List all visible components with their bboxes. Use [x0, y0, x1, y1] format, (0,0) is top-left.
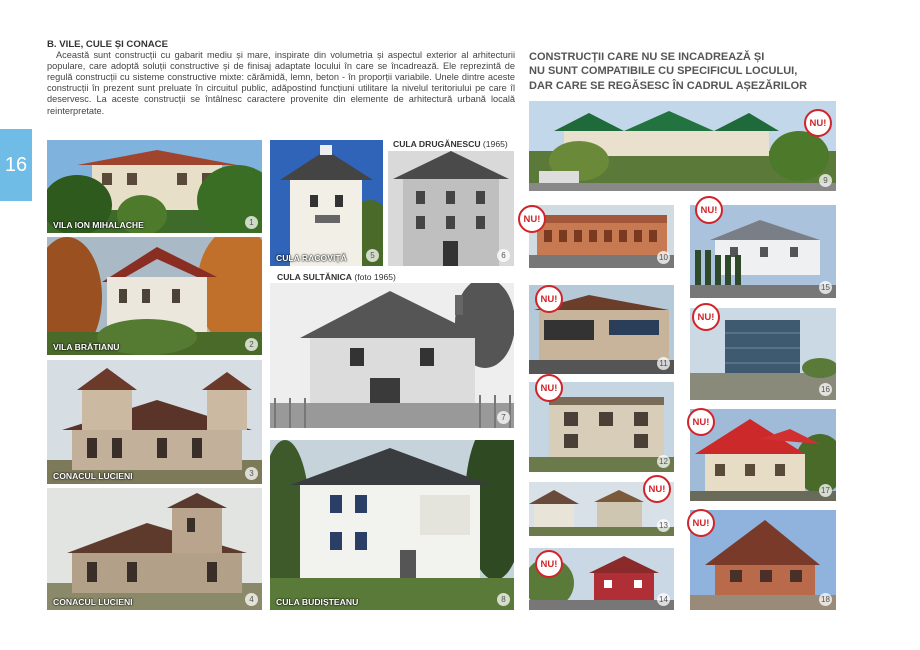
photo-number: 12: [657, 455, 670, 468]
nu-badge: NU!: [643, 475, 671, 503]
nu-badge: NU!: [692, 303, 720, 331]
nu-badge: NU!: [535, 374, 563, 402]
photo-cula-racovita: [270, 140, 383, 266]
nu-badge: NU!: [687, 408, 715, 436]
incompatible-heading: [529, 50, 829, 93]
photo-cula-budisteanu: [270, 440, 514, 610]
nu-badge: NU!: [518, 205, 546, 233]
nu-badge: NU!: [695, 196, 723, 224]
photo-vila-bratianu: [47, 237, 262, 355]
photo-number: 4: [245, 593, 258, 606]
photo-number: 9: [819, 174, 832, 187]
photo-cula-sultanica: [270, 283, 514, 428]
photo-caption: CULA BUDIȘTEANU: [276, 597, 359, 607]
photo-number: 16: [819, 383, 832, 396]
photo-number: 8: [497, 593, 510, 606]
photo-number: 2: [245, 338, 258, 351]
photo-incompatible-10: [529, 205, 674, 268]
photo-conacul-lucieni-1: [47, 360, 262, 484]
photo-caption: VILA BRĂTIANU: [53, 342, 120, 352]
page-number-tab: [0, 129, 32, 201]
photo-caption: CONACUL LUCIENI: [53, 471, 133, 481]
photo-number: 13: [657, 519, 670, 532]
nu-badge: NU!: [535, 285, 563, 313]
section-paragraph: Această sunt construcții cu gabarit mediu și mare, inspirate din volumetria și aspectul exterior al arhitecturii populare, care adoptă soluții constructive și de finisaj adaptate locului în care se încadrează. Ele reprezintă de regulă construcții cu sisteme constructive mixte: cărămidă, lemn, beton - în proporții variabile. Unele dintre aceste construcții în prezent sunt preluate în circuitul public, adăpostind funcțiuni utilitare la nivelul teritoriului pe care îl deservesc. La aceste construcții se întâlnesc caractere provenite din elemente de arhitectură urbană locală reinterpretate.: [47, 50, 515, 116]
photo-number: 14: [657, 593, 670, 606]
nu-badge: NU!: [804, 109, 832, 137]
photo-number: 1: [245, 216, 258, 229]
caption-main: CULA DRUGĂNESCU: [393, 139, 481, 149]
nu-badge: NU!: [535, 550, 563, 578]
page-number: 16: [4, 153, 28, 176]
photo-number: 6: [497, 249, 510, 262]
photo-number: 18: [819, 593, 832, 606]
caption-main: CULA SULTĂNICA: [277, 272, 352, 282]
caption-sub: (1965): [480, 139, 508, 149]
photo-number: 7: [497, 411, 510, 424]
photo-caption: CONACUL LUCIENI: [53, 597, 133, 607]
photo-caption: VILA ION MIHALACHE: [53, 220, 144, 230]
photo-conacul-lucieni-2: [47, 488, 262, 610]
nu-badge: NU!: [687, 509, 715, 537]
heading-line-1: CONSTRUCȚII CARE NU SE INCADREAZĂ ȘI: [529, 51, 765, 63]
heading-line-3: DAR CARE SE REGĂSESC ÎN CADRUL AȘEZĂRILOR: [529, 79, 808, 92]
photo-incompatible-9: [529, 101, 836, 191]
photo-number: 17: [819, 484, 832, 497]
photo-number: 3: [245, 467, 258, 480]
heading-line-2: NU SUNT COMPATIBILE CU SPECIFICUL LOCULUI,: [529, 65, 798, 78]
photo-caption: CULA RACOVIȚĂ: [276, 253, 347, 263]
photo-vila-ion-mihalache: [47, 140, 262, 233]
photo-number: 15: [819, 281, 832, 294]
photo-number: 5: [366, 249, 379, 262]
photo-number: 10: [657, 251, 670, 264]
caption-sub: (foto 1965): [351, 272, 396, 282]
photo-number: 11: [657, 357, 670, 370]
cula-sultanica-caption: [277, 272, 396, 282]
photo-cula-drugănescu: [388, 151, 514, 266]
intro-block: [47, 39, 515, 117]
section-title: B. VILE, CULE ȘI CONACE: [47, 39, 168, 50]
cula-drugănescu-caption: [393, 139, 508, 149]
